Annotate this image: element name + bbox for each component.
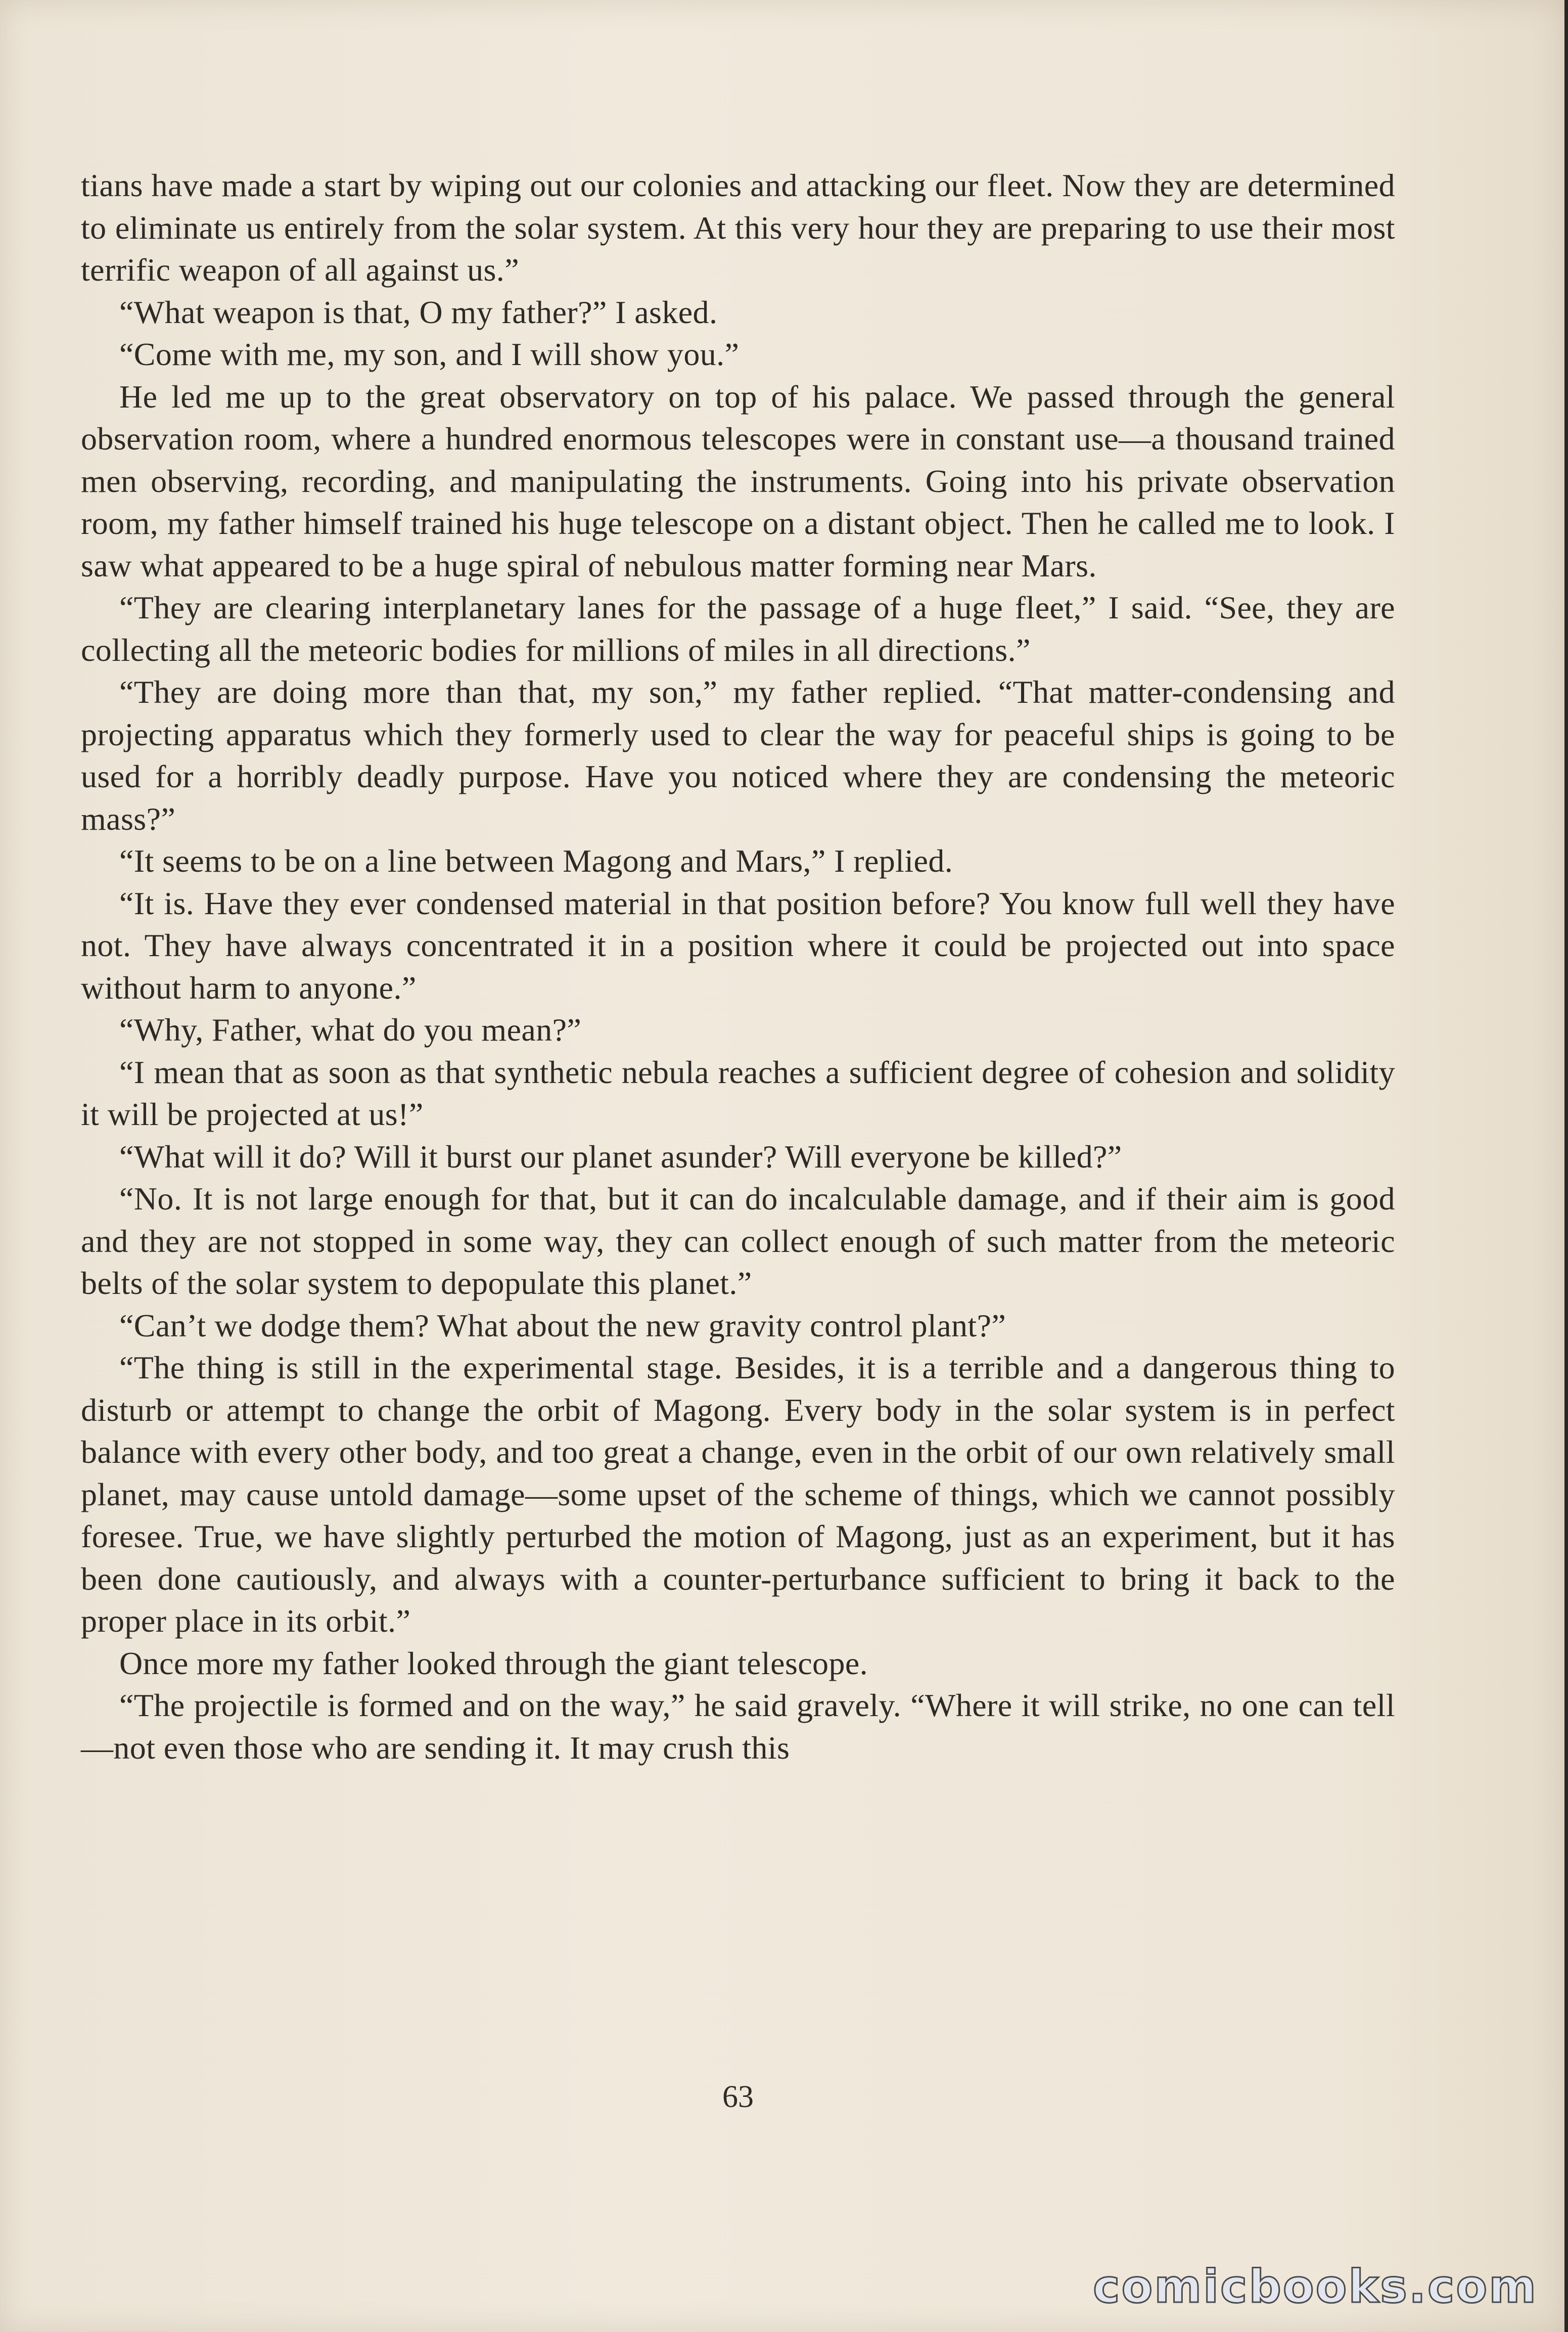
body-text <box>81 164 1395 1769</box>
paragraph: “Come with me, my son, and I will show you.” <box>119 336 740 372</box>
paragraph: “No. It is not large enough for that, but it can do incalculable damage, and if their aim is good and they are not stopped in some way, they can collect enough of such matter from the meteoric belts of the solar system to depopulate this planet.” <box>81 1181 1395 1301</box>
paragraph: “I mean that as soon as that synthetic nebula reaches a sufficient degree of cohesion and solidity it will be projected at us!” <box>81 1054 1395 1132</box>
watermark-logo: comicbooks.com <box>1093 2260 1538 2313</box>
paragraph: “Can’t we dodge them? What about the new gravity control plant?” <box>119 1307 1006 1343</box>
paragraph: tians have made a start by wiping out our colonies and attacking our fleet. Now they are determined to eliminate us entirely from the solar system. At this very hour they are preparing to use their most terrific weapon of all against us.” <box>81 167 1395 288</box>
paragraph: Once more my father looked through the giant telescope. <box>119 1645 868 1681</box>
paragraph: “It seems to be on a line between Magong and Mars,” I replied. <box>119 843 953 879</box>
paragraph: “Why, Father, what do you mean?” <box>119 1012 582 1048</box>
paragraph: “It is. Have they ever condensed material in that position before? You know full well they have not. They have always concentrated it in a position where it could be projected out into space without harm to anyone.” <box>81 885 1395 1006</box>
paragraph: He led me up to the great observatory on top of his palace. We passed through the general observation room, where a hundred enormous telescopes were in constant use—a thousand trained men observing, recording, and manipulating the instruments. Going into his private observation room, my father himself trained his huge telescope on a distant object. Then he called me to look. I saw what appeared to be a huge spiral of nebulous matter forming near Mars. <box>81 378 1395 584</box>
paragraph: “They are clearing interplanetary lanes for the passage of a huge fleet,” I said. “See, they are collecting all the meteoric bodies for millions of miles in all directions.” <box>81 590 1395 668</box>
paragraph: “They are doing more than that, my son,” my father replied. “That matter-condensing and projecting apparatus which they formerly used to clear the way for peaceful ships is going to be used for a horribly deadly purpose. Have you noticed where they are condensing the meteoric mass?” <box>81 674 1395 837</box>
page-number: 63 <box>722 2080 754 2114</box>
paragraph: “The projectile is formed and on the way,” he said gravely. “Where it will strike, no one can tell—not even those who are sending it. It may crush this <box>81 1687 1395 1766</box>
paragraph: “What weapon is that, O my father?” I asked. <box>119 294 718 330</box>
paragraph: “The thing is still in the experimental stage. Besides, it is a terrible and a dangerous thing to disturb or attempt to change the orbit of Magong. Every body in the solar system is in perfect balance with every other body, and too great a change, even in the orbit of our own relatively small planet, may cause untold damage—some upset of the scheme of things, which we cannot possibly foresee. True, we have slightly perturbed the motion of Magong, just as an experiment, but it has been done cautiously, and always with a counter-perturbance sufficient to bring it back to the proper place in its orbit.” <box>81 1350 1395 1639</box>
paragraph: “What will it do? Will it burst our planet asunder? Will everyone be killed?” <box>119 1138 1122 1175</box>
